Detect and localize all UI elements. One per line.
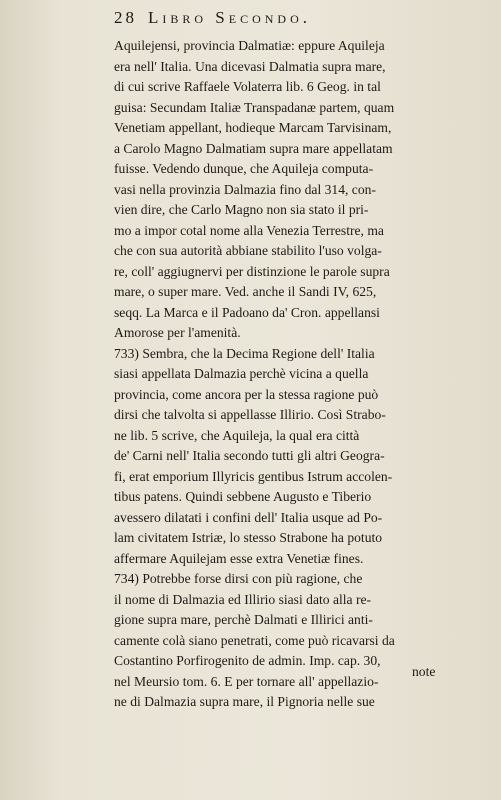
text-line: avessero dilatati i confini dell' Italia usque ad Po- [114, 509, 383, 525]
running-head: Libro Secondo. [148, 8, 312, 27]
text-line: provincia, come ancora per la stessa ragione può [114, 386, 379, 402]
text-line: a Carolo Magno Dalmatiam supra mare appellatam [114, 140, 393, 156]
page-header [114, 8, 481, 32]
text-line: vien dire, che Carlo Magno non sia stato il pri- [114, 202, 369, 217]
body-text [114, 36, 486, 713]
text-line: ne di Dalmazia supra mare, il Pignoria nelle sue [114, 694, 375, 709]
text-line: Venetiam appellant, hodieque Marcam Tarvisinam, [114, 120, 392, 135]
text-line: Aquilejensi, provincia Dalmatiæ: eppure Aquileja [114, 38, 385, 53]
text-line: Costantino Porfirogenito de admin. Imp. cap. 30, [114, 653, 381, 668]
text-line: 733) Sembra, che la Decima Regione dell' Italia [114, 345, 375, 361]
text-line: siasi appellata Dalmazia perchè vicina a quella [114, 366, 369, 381]
text-line: camente colà siano penetrati, come può ricavarsi da [114, 632, 395, 648]
text-line: mare, o super mare. Ved. anche il Sandi IV, 625, [114, 284, 377, 299]
text-line: 734) Potrebbe forse dirsi con più ragione, che [114, 571, 363, 586]
text-line: Amorose per l'amenità. [114, 325, 241, 340]
text-line: gione supra mare, perchè Dalmati e Illirici anti- [114, 612, 373, 627]
catchword: note [412, 664, 436, 679]
text-line: nel Meursio tom. 6. E per tornare all' appellazio- [114, 673, 379, 689]
text-line: che con sua autorità abbiane stabilito l'uso volga- [114, 243, 382, 258]
text-line: di cui scrive Raffaele Volaterra lib. 6 Geog. in tal [114, 79, 381, 94]
text-line: dirsi che talvolta si appellasse Illirio. Così Strabo- [114, 407, 386, 422]
text-line: era nell' Italia. Una dicevasi Dalmatia supra mare, [114, 58, 386, 74]
text-line: affermare Aquilejam esse extra Venetiæ fines. [114, 550, 364, 566]
text-line: fuisse. Vedendo dunque, che Aquileja computa- [114, 161, 374, 176]
text-line: fi, erat emporium Illyricis gentibus Istrum accolen- [114, 468, 393, 484]
text-line: ne lib. 5 scrive, che Aquileja, la qual era città [114, 427, 360, 443]
text-line: lam civitatem Istriæ, lo stesso Strabone ha potuto [114, 530, 383, 545]
text-line: il nome di Dalmazia ed Illirio siasi dato alla re- [114, 591, 372, 607]
text-line: tibus patens. Quindi sebbene Augusto e Tiberio [114, 489, 372, 504]
text-line: vasi nella provinzia Dalmazia fino dal 314, con- [114, 181, 376, 197]
text-line: de' Carni nell' Italia secondo tutti gli altri Geogra- [114, 448, 385, 463]
page-number: 28 [114, 8, 137, 27]
text-line: seqq. La Marca e il Padoano da' Cron. appellansi [114, 304, 380, 320]
text-line: mo a impor cotal nome alla Venezia Terrestre, ma [114, 222, 384, 238]
text-line: guisa: Secundam Italiæ Transpadanæ partem, quam [114, 99, 395, 115]
text-line: re, coll' aggiugnervi per distinzione le parole supra [114, 263, 390, 279]
